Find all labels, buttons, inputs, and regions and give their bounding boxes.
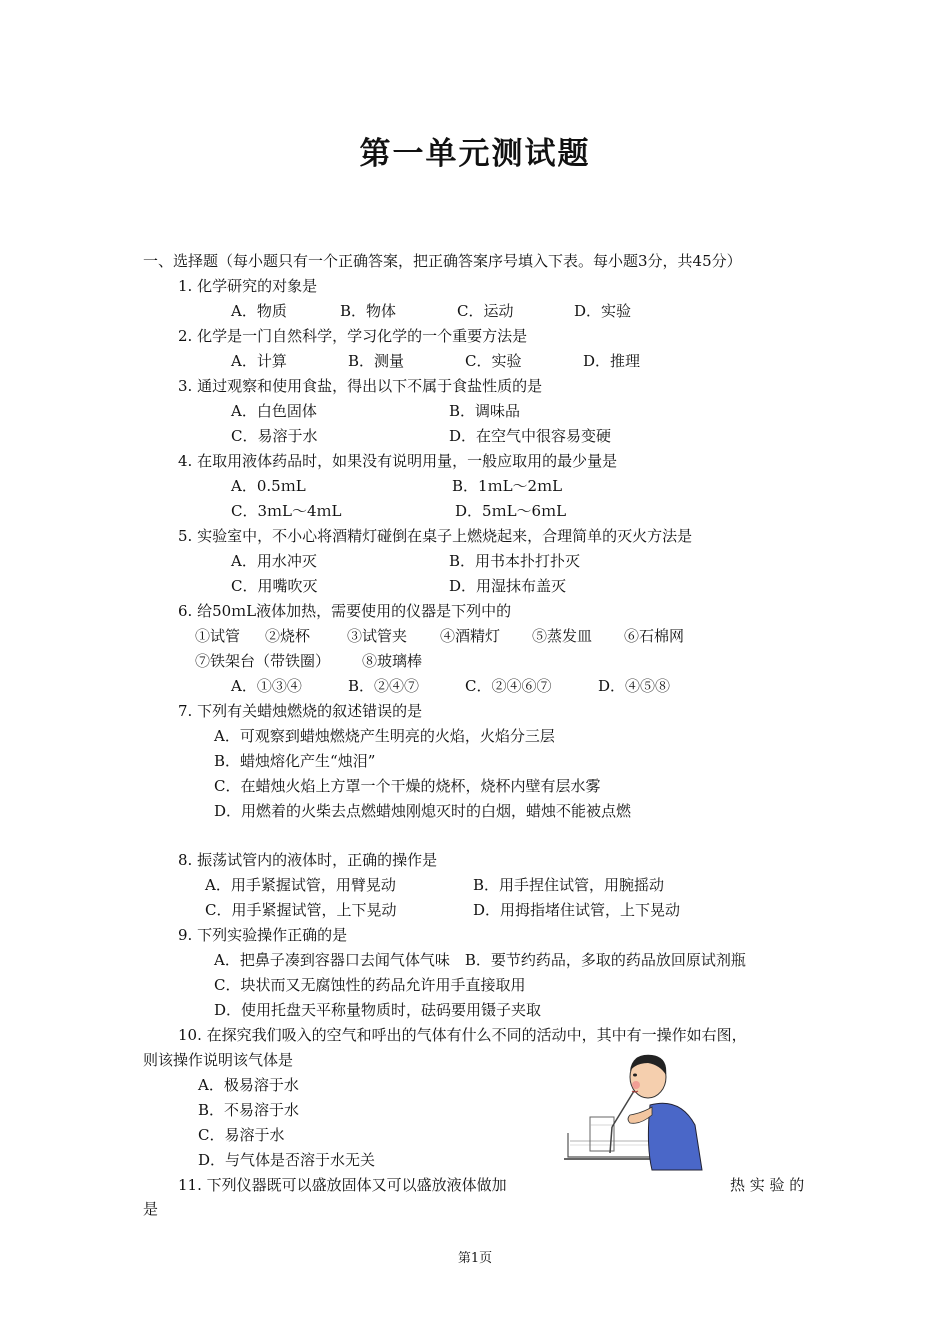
- student-blowing-illustration-icon: [560, 1045, 710, 1175]
- q6-item-2: ②烧杯: [265, 627, 311, 645]
- q9-option-ab: A．把鼻子凑到容器口去闻气体气味 B．要节约药品，多取的药品放回原试剂瓶: [214, 951, 746, 969]
- question-11-line1-right: 热 实 验 的: [730, 1176, 805, 1194]
- q8-option-a: A．用手紧握试管，用臂晃动: [205, 876, 396, 894]
- q2-option-a: A．计算: [231, 352, 287, 370]
- q1-option-c: C．运动: [457, 302, 514, 320]
- q3-option-a: A．白色固体: [231, 402, 317, 420]
- question-11-line2: 是: [143, 1200, 159, 1218]
- q6-item-5: ⑤蒸发皿: [532, 627, 593, 645]
- q6-option-c: C．②④⑥⑦: [465, 677, 552, 695]
- question-6: 6. 给50ｍL液体加热，需要使用的仪器是下列中的: [178, 602, 512, 620]
- q5-option-b: B．用书本扑打扑灭: [449, 552, 581, 570]
- q4-option-c: C．3ｍL～4ｍL: [231, 502, 342, 520]
- q2-option-c: C．实验: [465, 352, 522, 370]
- q5-option-a: A．用水冲灭: [231, 552, 317, 570]
- q6-option-d: D．④⑤⑧: [598, 677, 671, 695]
- q6-item-6: ⑥石棉网: [624, 627, 685, 645]
- q1-option-d: D．实验: [574, 302, 632, 320]
- q6-item-4: ④酒精灯: [440, 627, 501, 645]
- q6-item-8: ⑧玻璃棒: [362, 652, 423, 670]
- question-7: 7. 下列有关蜡烛燃烧的叙述错误的是: [178, 702, 423, 720]
- q6-item-7: ⑦铁架台（带铁圈）: [195, 652, 331, 670]
- question-10-line2: 则该操作说明该气体是: [143, 1051, 294, 1069]
- section-heading: 一、选择题（每小题只有一个正确答案，把正确答案序号填入下表。每小题3分，共45分）: [143, 252, 742, 270]
- question-1: 1. 化学研究的对象是: [178, 277, 318, 295]
- question-2: 2. 化学是一门自然科学，学习化学的一个重要方法是: [178, 327, 528, 345]
- q2-option-b: B．测量: [348, 352, 405, 370]
- page-title: 第一单元测试题: [359, 136, 591, 172]
- question-3: 3. 通过观察和使用食盐，得出以下不属于食盐性质的是: [178, 377, 543, 395]
- q5-option-d: D．用湿抹布盖灭: [449, 577, 567, 595]
- question-5: 5. 实验室中，不小心将酒精灯碰倒在桌子上燃烧起来，合理简单的灭火方法是: [178, 527, 693, 545]
- q9-option-c: C．块状而又无腐蚀性的药品允许用手直接取用: [214, 976, 526, 994]
- q5-option-c: C．用嘴吹灭: [231, 577, 318, 595]
- q7-option-b: B．蜡烛熔化产生“烛泪”: [214, 752, 376, 770]
- q10-option-c: C．易溶于水: [198, 1126, 285, 1144]
- q2-option-d: D．推理: [583, 352, 641, 370]
- q3-option-c: C．易溶于水: [231, 427, 318, 445]
- q8-option-b: B．用手捏住试管，用腕摇动: [473, 876, 665, 894]
- q6-item-1: ①试管: [195, 627, 241, 645]
- q4-option-a: A．0.5ｍL: [231, 477, 306, 495]
- q8-option-d: D．用拇指堵住试管，上下晃动: [473, 901, 681, 919]
- question-8: 8. 振荡试管内的液体时，正确的操作是: [178, 851, 438, 869]
- q3-option-d: D．在空气中很容易变硬: [449, 427, 612, 445]
- q1-option-b: B．物体: [340, 302, 397, 320]
- question-11-line1: 11. 下列仪器既可以盛放固体又可以盛放液体做加: [178, 1176, 507, 1194]
- q10-option-a: A．极易溶于水: [198, 1076, 299, 1094]
- question-9: 9. 下列实验操作正确的是: [178, 926, 348, 944]
- q4-option-d: D．5ｍL～6ｍL: [455, 502, 567, 520]
- q10-option-b: B．不易溶于水: [198, 1101, 300, 1119]
- q6-item-3: ③试管夹: [347, 627, 408, 645]
- q1-option-a: A．物质: [231, 302, 287, 320]
- q8-option-c: C．用手紧握试管，上下晃动: [205, 901, 397, 919]
- page-footer: 第1页: [457, 1251, 493, 1266]
- q7-option-c: C．在蜡烛火焰上方罩一个干燥的烧杯，烧杯内壁有层水雾: [214, 777, 601, 795]
- question-4: 4. 在取用液体药品时，如果没有说明用量，一般应取用的最少量是: [178, 452, 618, 470]
- q9-option-d: D．使用托盘天平称量物质时，砝码要用镊子夹取: [214, 1001, 542, 1019]
- q6-option-a: A．①③④: [231, 677, 302, 695]
- q4-option-b: B．1ｍL～2ｍL: [452, 477, 563, 495]
- q10-option-d: D．与气体是否溶于水无关: [198, 1151, 376, 1169]
- question-10-line1: 10. 在探究我们吸入的空气和呼出的气体有什么不同的活动中，其中有一操作如右图，: [178, 1026, 747, 1044]
- q6-option-b: B．②④⑦: [348, 677, 420, 695]
- q7-option-a: A．可观察到蜡烛燃烧产生明亮的火焰，火焰分三层: [214, 727, 555, 745]
- q7-option-d: D．用燃着的火柴去点燃蜡烛刚熄灭时的白烟，蜡烛不能被点燃: [214, 802, 632, 820]
- q3-option-b: B．调味品: [449, 402, 521, 420]
